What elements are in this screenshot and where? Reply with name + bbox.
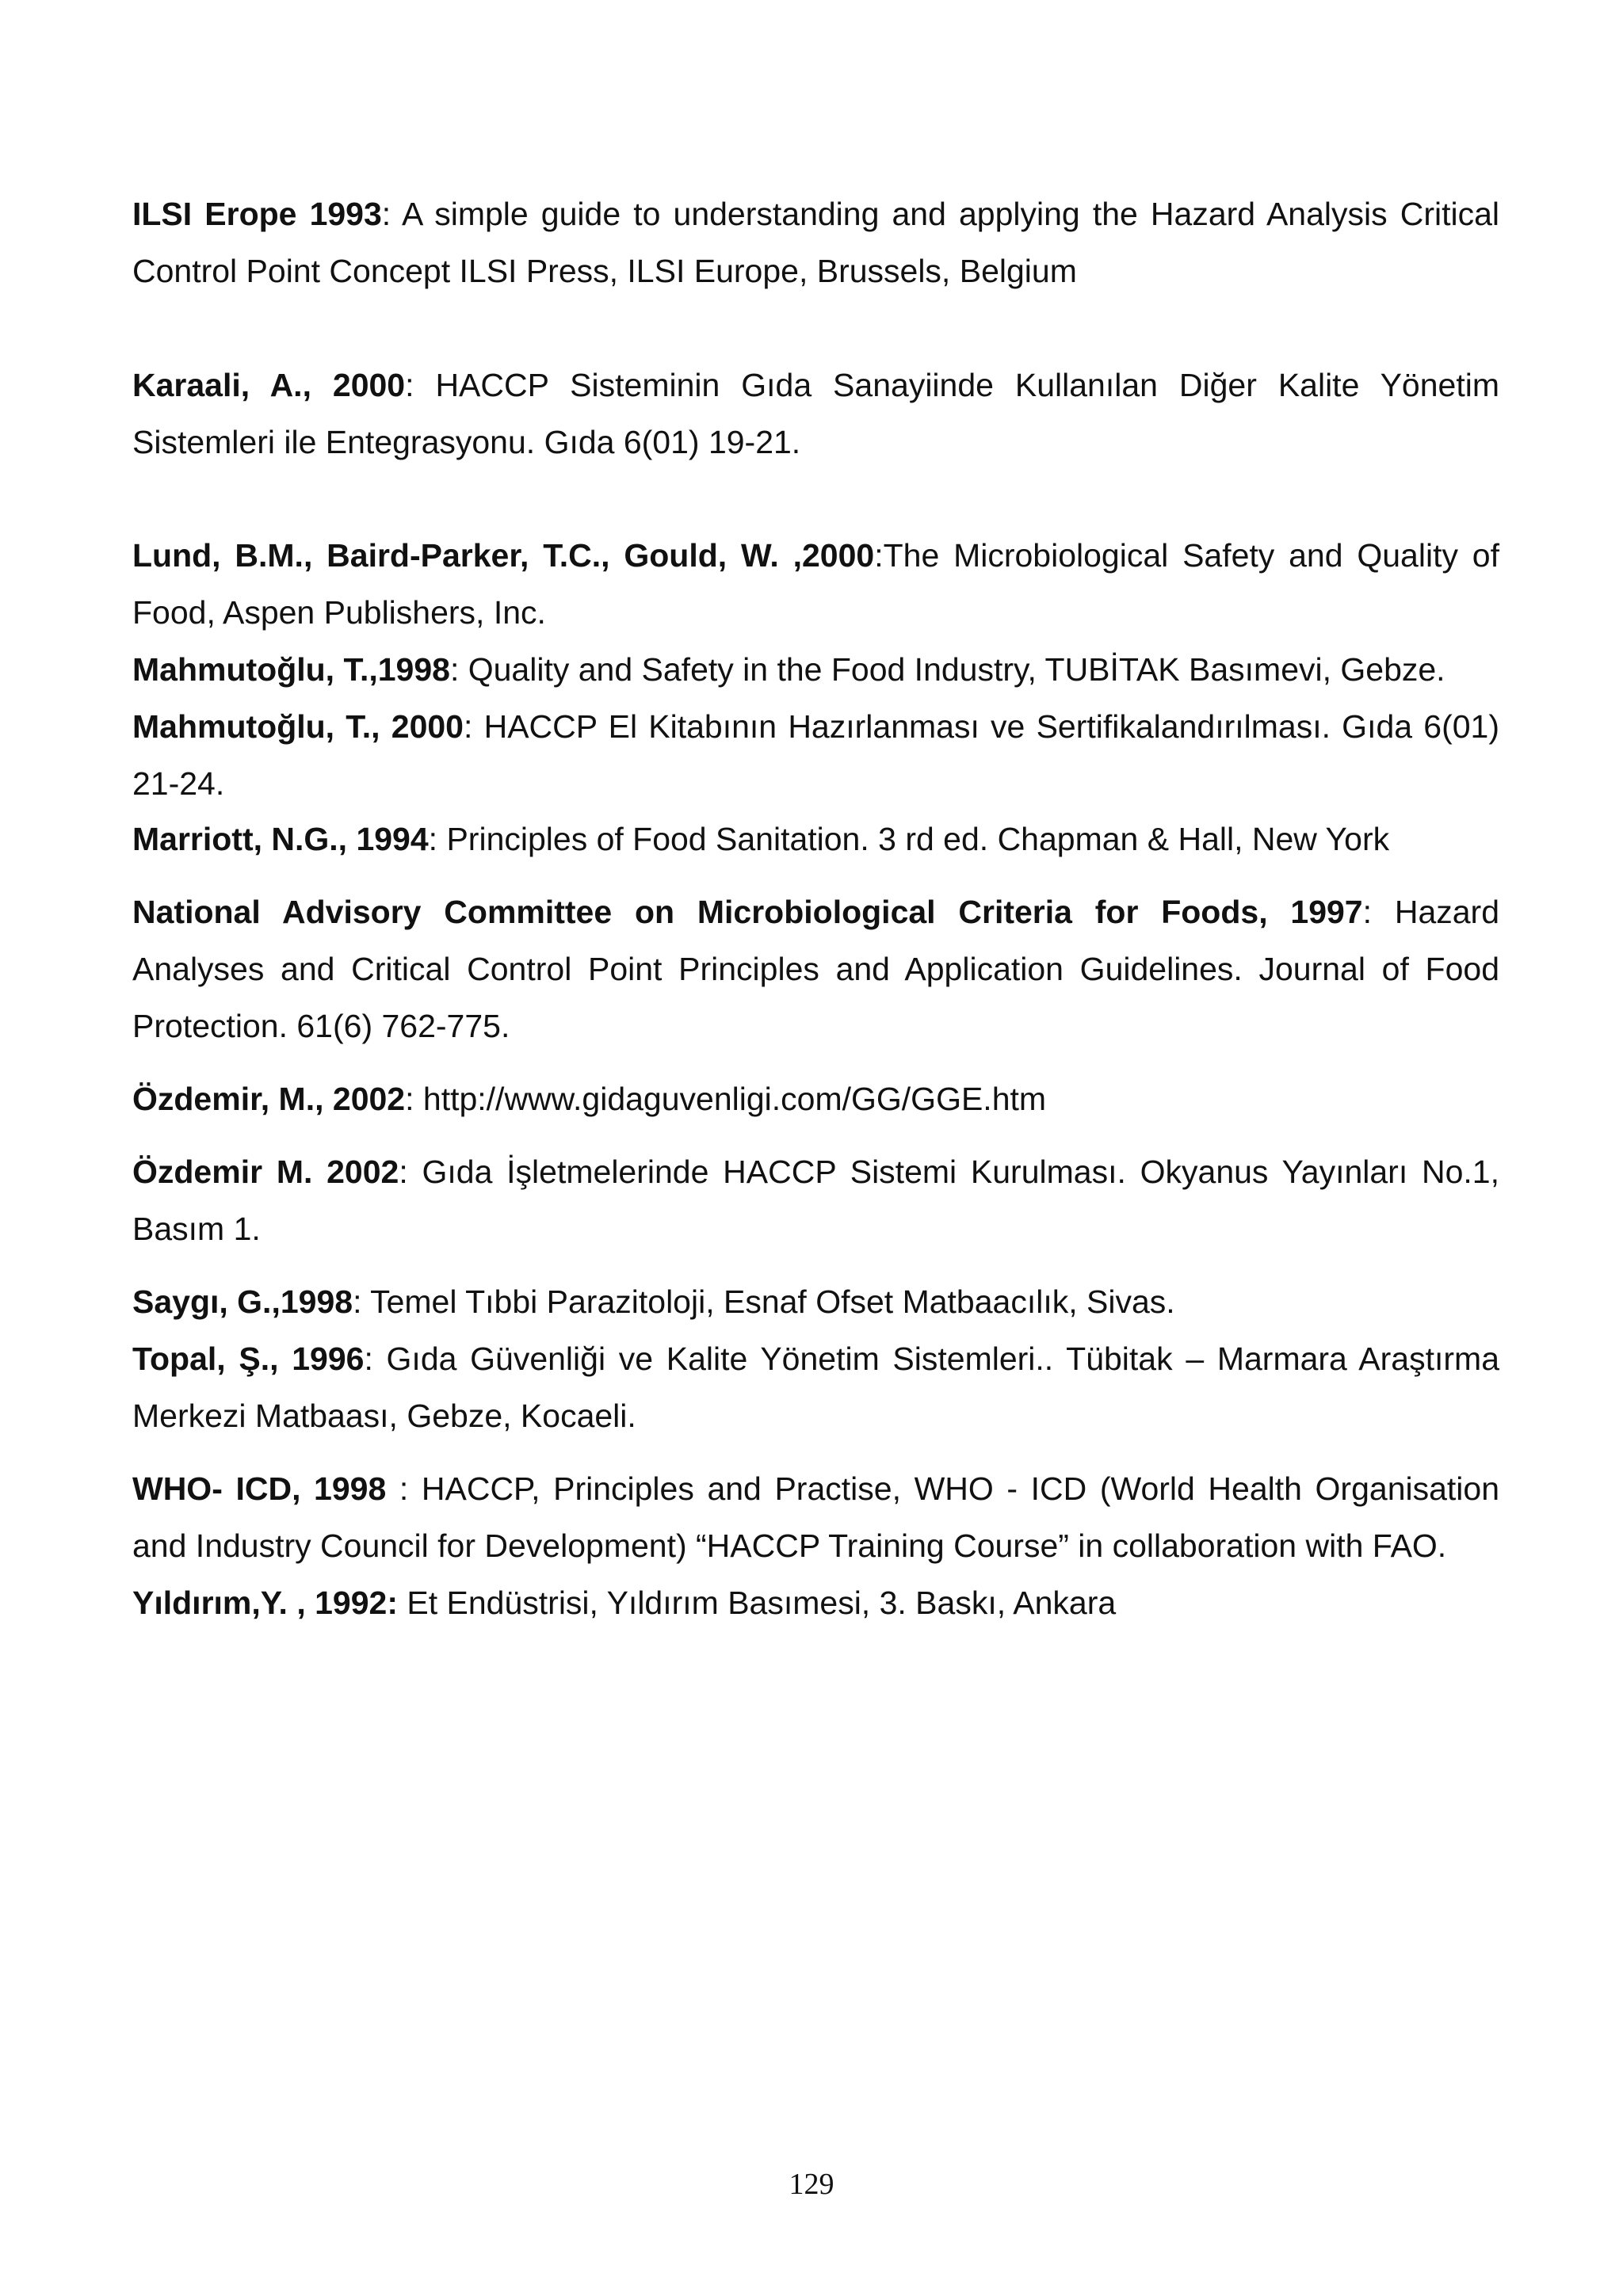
reference-text: : Quality and Safety in the Food Industry, TUBİTAK Basımevi, Gebze. — [449, 651, 1445, 688]
reference-author: Mahmutoğlu, T., 2000 — [132, 708, 464, 745]
reference-who-icd-1998 — [132, 1460, 1499, 1574]
reference-text: : HACCP, Principles and Practise, WHO - ICD (World Health Organisation and Industry Council for Development) “HACCP Training Course” in collaboration with FAO. — [132, 1470, 1500, 1564]
reference-author: WHO- ICD, 1998 — [132, 1470, 387, 1507]
reference-author: Özdemir M. 2002 — [132, 1154, 399, 1190]
reference-author: Özdemir, M., 2002 — [132, 1081, 406, 1117]
reference-author: Lund, B.M., Baird-Parker, T.C., Gould, W. ,2000 — [132, 537, 875, 574]
reference-mahmutoglu-1998 — [132, 641, 1499, 698]
reference-author: Saygı, G.,1998 — [132, 1283, 353, 1320]
reference-text: : Gıda Güvenliği ve Kalite Yönetim Sistemleri.. Tübitak – Marmara Araştırma Merkezi Matbaası, Gebze, Kocaeli. — [132, 1341, 1499, 1434]
reference-author: Karaali, A., 2000 — [132, 367, 406, 403]
reference-author: Yıldırım,Y. , 1992: — [132, 1585, 398, 1621]
reference-author: Mahmutoğlu, T.,1998 — [132, 651, 450, 688]
reference-yildirim-1992 — [132, 1574, 1499, 1631]
reference-text: : Temel Tıbbi Parazitoloji, Esnaf Ofset Matbaacılık, Sivas. — [353, 1283, 1175, 1320]
reference-author: ILSI Erope 1993 — [132, 196, 382, 232]
reference-topal-1996 — [132, 1330, 1499, 1444]
reference-nacmcf-1997 — [132, 883, 1499, 1055]
reference-marriott-1994 — [132, 810, 1499, 868]
reference-author: National Advisory Committee on Microbiological Criteria for Foods, 1997 — [132, 894, 1363, 930]
reference-ilsi-1993 — [132, 185, 1499, 299]
reference-text: : HACCP Sisteminin Gıda Sanayiinde Kullanılan Diğer Kalite Yönetim Sistemleri ile Entegrasyonu. Gıda 6(01) 19-21. — [132, 367, 1499, 460]
reference-ozdemir-2002-web — [132, 1070, 1499, 1127]
reference-text: : Principles of Food Sanitation. 3 rd ed. Chapman & Hall, New York — [428, 821, 1390, 857]
page-number: 129 — [789, 2168, 834, 2201]
reference-author: Marriott, N.G., 1994 — [132, 821, 429, 857]
reference-text: :The Microbiological Safety and Quality of Food, Aspen Publishers, Inc. — [132, 537, 1499, 631]
reference-mahmutoglu-2000 — [132, 698, 1499, 812]
reference-text: Et Endüstrisi, Yıldırım Basımesi, 3. Baskı, Ankara — [398, 1585, 1117, 1621]
reference-text: : HACCP El Kitabının Hazırlanması ve Sertifikalandırılması. Gıda 6(01) 21-24. — [132, 708, 1500, 802]
reference-saygi-1998 — [132, 1273, 1499, 1330]
reference-text: : A simple guide to understanding and applying the Hazard Analysis Critical Control Point Concept ILSI Press, ILSI Europe, Brussels, Belgium — [132, 196, 1500, 289]
reference-lund-2000 — [132, 527, 1499, 641]
reference-text: : Hazard Analyses and Critical Control Point Principles and Application Guidelines. Journal of Food Protection. 61(6) 762-775. — [132, 894, 1499, 1044]
reference-author: Topal, Ş., 1996 — [132, 1341, 365, 1377]
reference-text: : http://www.gidaguvenligi.com/GG/GGE.htm — [405, 1081, 1047, 1117]
reference-text: : Gıda İşletmelerinde HACCP Sistemi Kurulması. Okyanus Yayınları No.1, Basım 1. — [132, 1154, 1499, 1247]
reference-ozdemir-2002-book — [132, 1143, 1499, 1257]
reference-karaali-2000 — [132, 357, 1499, 471]
